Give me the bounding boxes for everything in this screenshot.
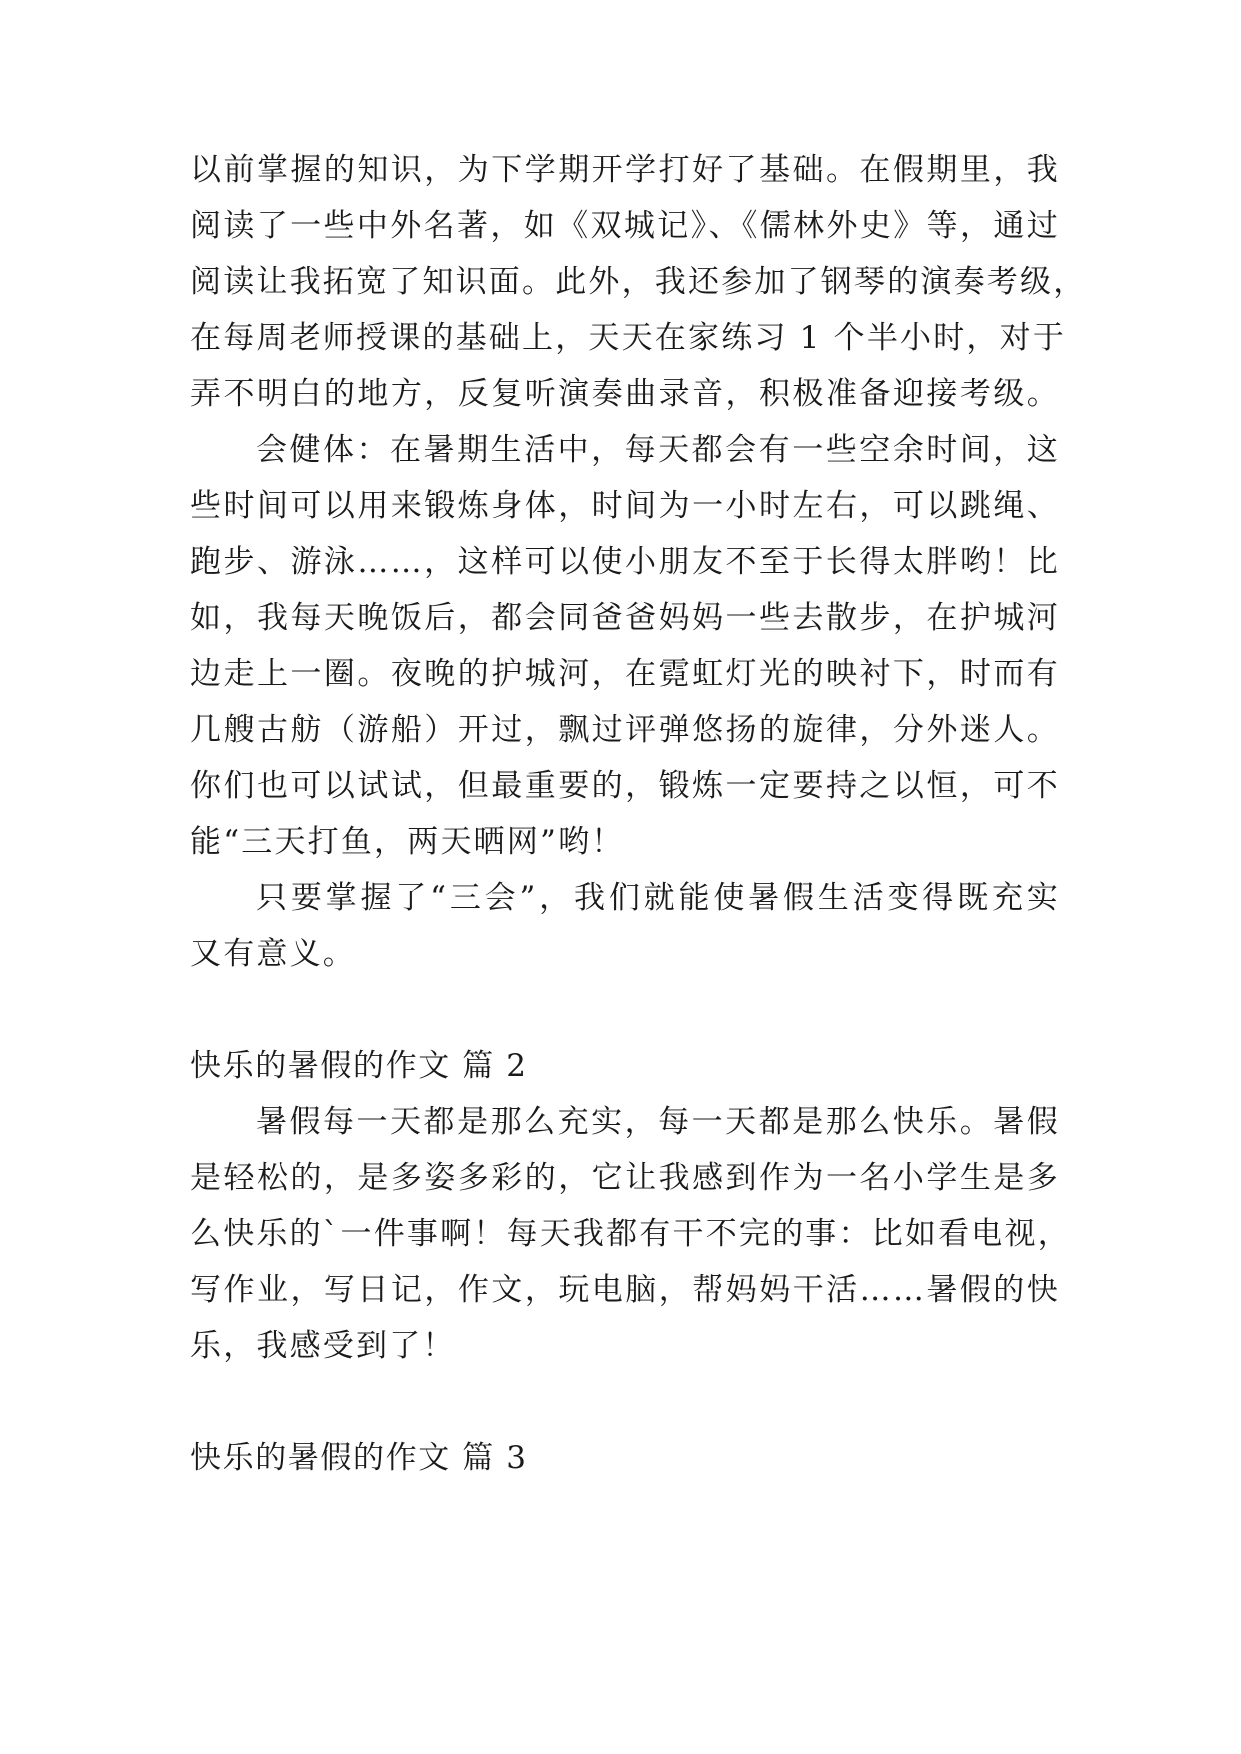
paragraph-line: 阅读让我拓宽了知识面。此外，我还参加了钢琴的演奏考级， — [190, 264, 1087, 300]
paragraph-line: 在每周老师授课的基础上，天天在家练习 1 个半小时，对于 — [190, 320, 1067, 356]
paragraph-line: 些时间可以用来锻炼身体，时间为一小时左右，可以跳绳、 — [190, 488, 1060, 524]
paragraph-line: 以前掌握的知识，为下学期开学打好了基础。在假期里，我 — [190, 152, 1060, 188]
paragraph-line: 是轻松的，是多姿多彩的，它让我感到作为一名小学生是多 — [190, 1160, 1060, 1196]
paragraph-line: 边走上一圈。夜晚的护城河，在霓虹灯光的映衬下，时而有 — [190, 656, 1060, 692]
paragraph-line: 你们也可以试试，但最重要的，锻炼一定要持之以恒，可不 — [190, 768, 1060, 804]
paragraph-line: 跑步、游泳……，这样可以使小朋友不至于长得太胖哟！比 — [190, 544, 1060, 580]
paragraph-line: 写作业，写日记，作文，玩电脑，帮妈妈干活……暑假的快 — [190, 1272, 1060, 1308]
paragraph-line: 几艘古舫（游船）开过，飘过评弹悠扬的旋律，分外迷人。 — [190, 712, 1060, 748]
paragraph-line: 又有意义。 — [190, 936, 356, 972]
paragraph-line: 如，我每天晚饭后，都会同爸爸妈妈一些去散步，在护城河 — [190, 600, 1060, 636]
section-heading: 快乐的暑假的作文 篇 3 — [190, 1440, 528, 1476]
paragraph-line: 乐，我感受到了！ — [190, 1328, 456, 1364]
paragraph-line: 暑假每一天都是那么充实，每一天都是那么快乐。暑假 — [256, 1104, 1060, 1140]
paragraph-line: 弄不明白的地方，反复听演奏曲录音，积极准备迎接考级。 — [190, 376, 1060, 412]
paragraph-line: 只要掌握了“三会”，我们就能使暑假生活变得既充实 — [256, 880, 1060, 916]
paragraph-line: 么快乐的`一件事啊！每天我都有干不完的事：比如看电视， — [190, 1216, 1071, 1252]
paragraph-line: 能“三天打鱼，两天晒网”哟！ — [190, 824, 625, 860]
section-heading: 快乐的暑假的作文 篇 2 — [190, 1048, 528, 1084]
paragraph-line: 阅读了一些中外名著，如《双城记》、《儒林外史》等，通过 — [190, 208, 1060, 244]
paragraph-line: 会健体：在暑期生活中，每天都会有一些空余时间，这 — [256, 432, 1060, 468]
